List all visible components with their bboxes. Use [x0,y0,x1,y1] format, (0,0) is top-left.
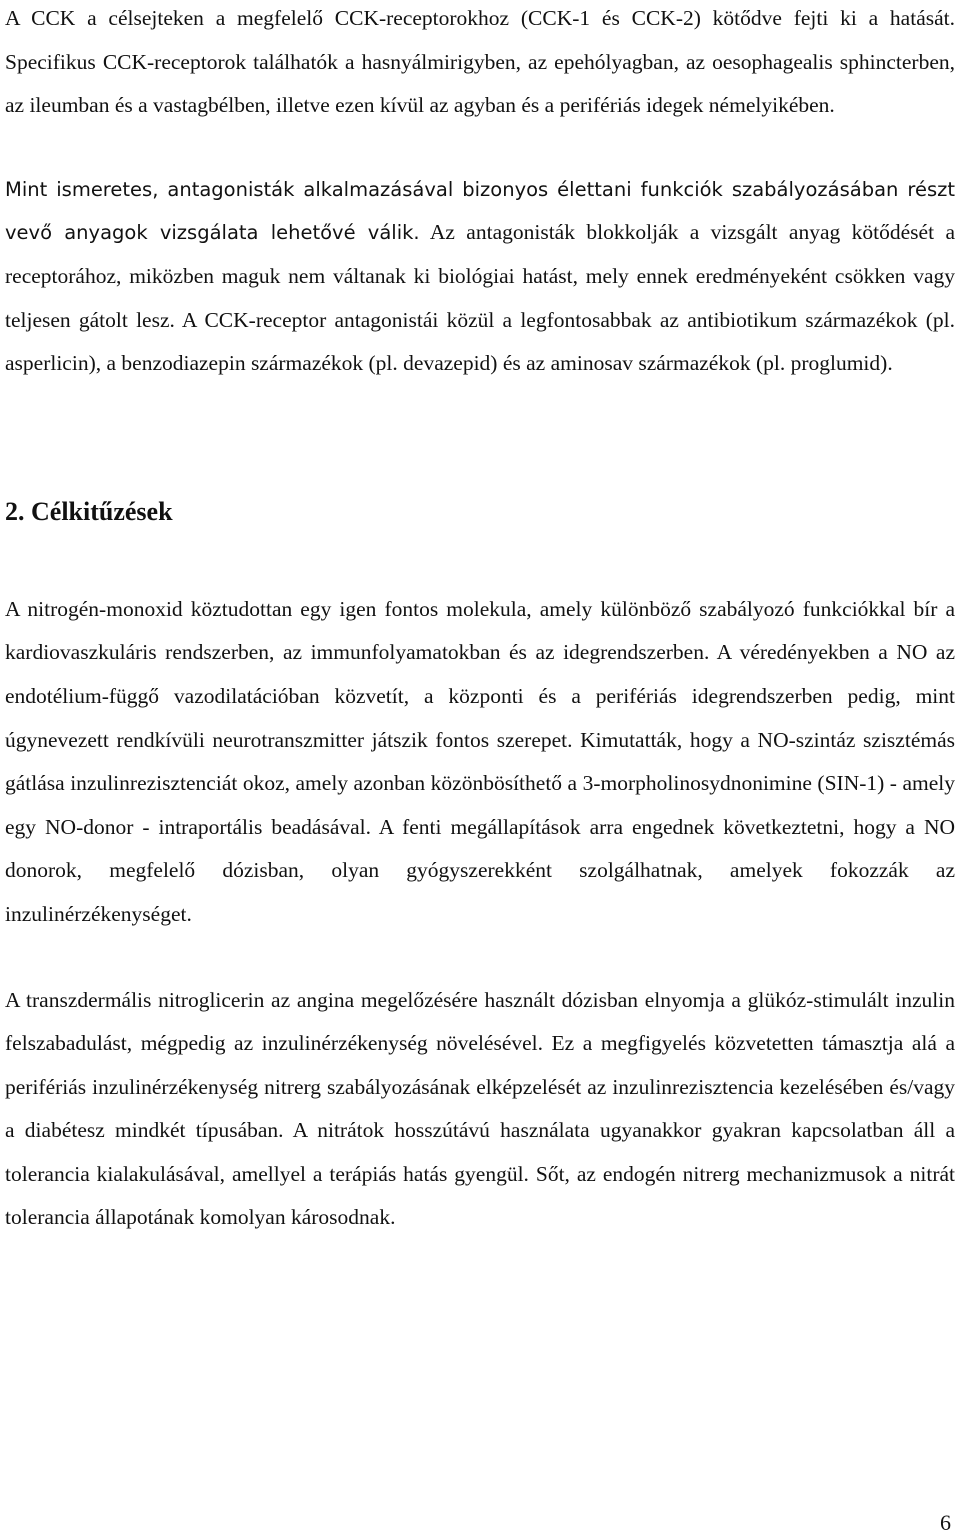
section-heading: 2. Célkitűzések [5,496,173,526]
paragraph-antagonists-body: Az antagonisták blokkolják a vizsgált anyag kötődését a receptorához, miközben maguk nem váltanak ki biológiai hatást, mely ennek eredményeként csökken vagy teljesen gátolt lesz. A CCK-receptor antagonistái közül a legfontosabbak az antibiotikum származékok (pl. asperlicin), a benzodiazepin származékok (pl. devazepid) és az aminosav származékok (pl. proglumid). [5,220,955,376]
paragraph-cck-receptors: A CCK a célsejteken a megfelelő CCK-receptorokhoz (CCK-1 és CCK-2) kötődve fejti ki a hatását. Specifikus CCK-receptorok találhatók a hasnyálmirigyben, az epehólyagban, az oesophagealis sphincterben, az ileumban és a vastagbélben, illetve ezen kívül az agyban és a perifériás idegek némelyikében. [5,6,955,118]
paragraph-nitroglycerin: A transzdermális nitroglicerin az angina megelőzésére használt dózisban elnyomja a glükóz-stimulált inzulin felszabadulást, mégpedig az inzulinérzékenység növelésével. Ez a megfigyelés közvetetten támasztja alá a perifériás inzulinérzékenység nitrerg szabályozásának elképzelését az inzulinrezisztencia kezelésében és/vagy a diabétesz mindkét típusában. A nitrátok hosszútávú használata ugyanakkor gyakran kapcsolatban áll a tolerancia kialakulásával, amellyel a terápiás hatás gyengül. Sőt, az endogén nitrerg mechanizmusok a nitrát tolerancia állapotának komolyan károsodnak. [5,987,955,1230]
paragraph-nitric-oxide: A nitrogén-monoxid köztudottan egy igen fontos molekula, amely különböző szabályozó funkciókkal bír a kardiovaszkuláris rendszerben, az immunfolyamatokban és az idegrendszerben. A véredényekben a NO az endotélium-függő vazodilatációban közvetít, a központi és a perifériás idegrendszerben pedig, mint úgynevezett rendkívüli neurotranszmitter játszik fontos szerepet. Kimutatták, hogy a NO-szintáz szisztémás gátlása inzulinrezisztenciát okoz, amely azonban közönbösíthető a 3-morpholinosydnonimine (SIN-1) - amely egy NO-donor - intraportális beadásával. A fenti megállapítások arra engednek következtetni, hogy a NO donorok, megfelelő dózisban, olyan gyógyszerekként szolgálhatnak, amelyek fokozzák az inzulinérzékenységet. [5,596,955,926]
paragraph-antagonists [5,168,955,386]
page-number: 6 [940,1510,951,1535]
document-page [5,0,955,1240]
paragraph-antagonists-intro: Mint ismeretes, antagonisták alkalmazásával bizonyos élettani funkciók szabályozásában részt vevő anyagok vizsgálata lehetővé válik. [5,177,955,245]
